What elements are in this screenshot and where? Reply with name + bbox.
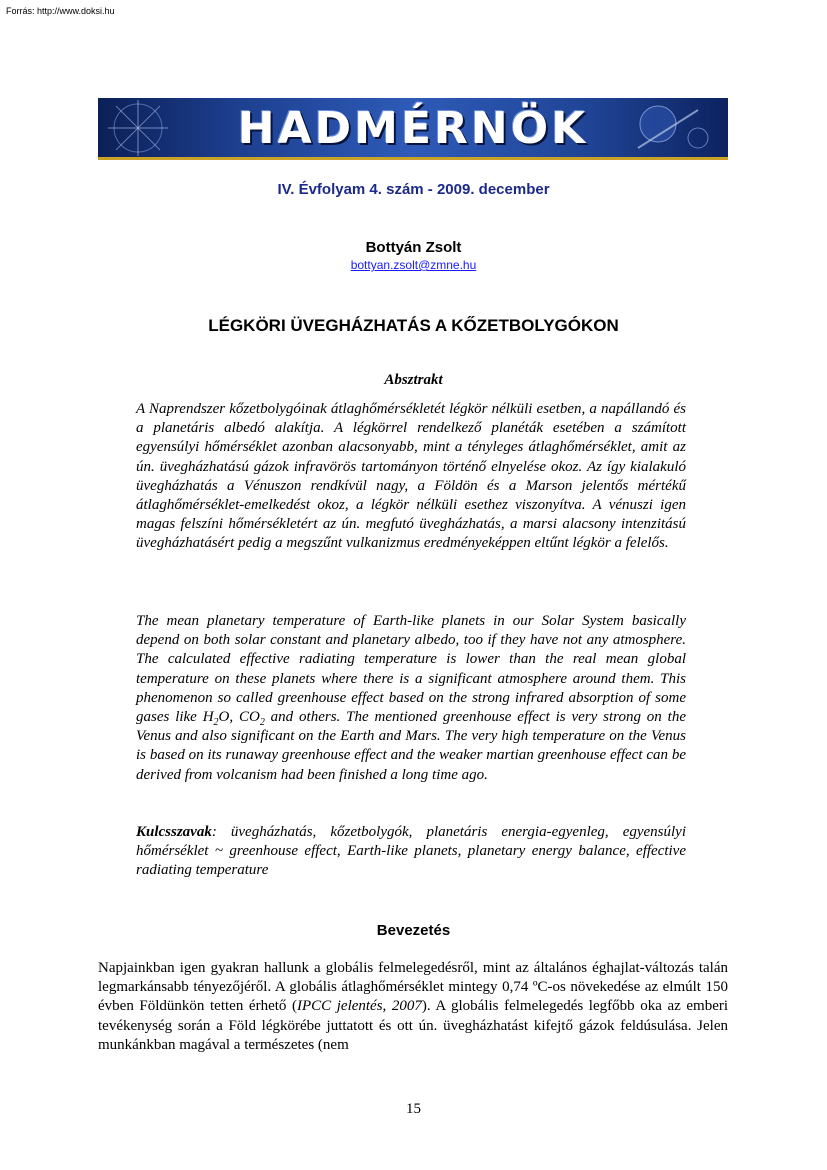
abstract-hungarian: A Naprendszer kőzetbolygóinak átlaghőmérsékletét légkör nélküli esetben, a napállandó és a planetáris albedó alakítja. A légkörrel rendelkező planéták esetében a számított egyensúlyi hőmérséklet azonban alacsonyabb, mint a tényleges átlaghőmérséklet, amit az ún. üvegházhatású gázok infravörös tartományon történő elnyelése okoz. Az így kialakuló üvegházhatás a Vénuszon rendkívül nagy, a Földön és a Marson jelentős mértékű átlaghőmérséklet-emelkedést okoz, a légkör nélküli esethez viszonyítva. A vénuszi igen magas felszíni hőmérsékletért az ún. megfutó üvegházhatás, a marsi alacsony intenzitású üvegházhatásért pedig a megszűnt vulkanizmus eredményeképpen eltűnt légkör a felelős.: [136, 401, 686, 552]
keywords: [136, 823, 686, 881]
page-number: 15: [406, 1101, 421, 1117]
journal-banner: [98, 98, 728, 160]
author-email-link[interactable]: bottyan.zsolt@zmne.hu: [350, 258, 477, 272]
source-note: Forrás: http://www.doksi.hu: [6, 6, 115, 16]
author-name: Bottyán Zsolt: [365, 239, 462, 256]
keywords-text: : üvegházhatás, kőzetbolygók, planetáris energia-egyenleg, egyensúlyi hőmérséklet ~ greenhouse effect, Earth-like planets, planetary energy balance, effective radiating temperature: [136, 824, 686, 879]
section-heading: Bevezetés: [376, 922, 451, 939]
abstract-heading: Absztrakt: [384, 372, 443, 388]
intro-text-1: Napjainkban igen gyakran hallunk a globális felmelegedésről, mint az általános éghajlat-változás talán legmarkánsabb tényezőjéről. A globális átlaghőmérséklet mintegy 0,74 ºC-os növekedése az elmúlt 150 évben Földünkön tetten érhető (: [98, 960, 728, 1015]
intro-text-2: ). A globális felmelegedés legfőbb oka az emberi tevékenység során a Föld légkörébe juttatott és ott ún. üvegházhatást kifejtő gázok feldúsulása. Jelen munkánkban magával a természetes (nem: [98, 998, 729, 1053]
keywords-label: Kulcsszavak: [136, 824, 212, 840]
subscript-2: 2: [213, 717, 219, 729]
issue-line: IV. Évfolyam 4. szám - 2009. december: [277, 181, 550, 198]
paper-title: LÉGKÖRI ÜVEGHÁZHATÁS A KŐZETBOLYGÓKON: [208, 316, 619, 335]
intro-paragraph: [98, 959, 728, 1055]
abstract-en-text-2: O, CO: [218, 709, 260, 726]
abstract-en-text-3: and others. The mentioned greenhouse effect is very strong on the Venus and also significant on the Earth and Mars. The very high temperature on the Venus is based on its runaway greenhouse effect and the weaker martian greenhouse effect can be derived from volcanism had been finished a long time ago.: [136, 709, 686, 783]
subscript-2: 2: [259, 717, 265, 729]
intro-citation: IPCC jelentés, 2007: [296, 998, 422, 1015]
abstract-english: [136, 612, 686, 785]
banner-title: HADMÉRNÖK: [237, 103, 589, 154]
abstract-en-text-1: The mean planetary temperature of Earth-like planets in our Solar System basically depend on both solar constant and planetary albedo, too if they have not any atmosphere. The calculated effective radiating temperature is lower than the real mean global temperature on these planets where there is a significant atmosphere around them. This phenomenon so called greenhouse effect based on the strong infrared absorption of some gases like H: [136, 613, 686, 726]
